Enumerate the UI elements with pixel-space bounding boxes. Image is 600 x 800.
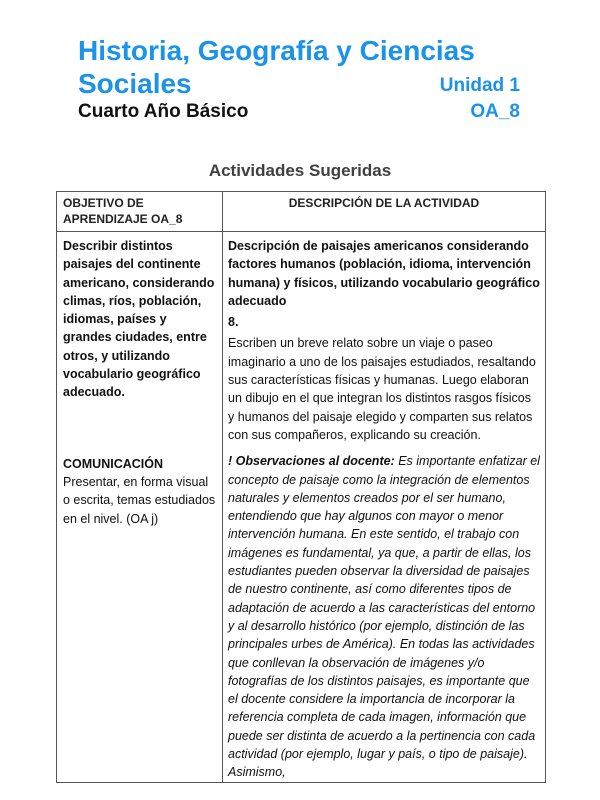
communication-block (63, 455, 216, 528)
objective-cell (57, 232, 223, 783)
activity-table (56, 191, 546, 783)
observations-text: Es importante enfatizar el concepto de paisaje como la integración de elementos naturales y elementos creados por el ser humano, entendiendo que hay algunos con mayor o menor intervención humana. En este sentido, el trabajo con imágenes es fundamental, ya que, a partir de ellas, los estudiantes pueden observar la diversidad de paisajes de nuestro continente, así como diferentes tipos de adaptación de acuerdo a las características del entorno y al desarrollo histórico (por ejemplo, distinción de las principales urbes de América). En todas las actividades que conllevan la observación de imágenes y/o fotografías de los distintos paisajes, es importante que el docente considere la importancia de incorporar la referencia completa de cada imagen, información que puede ser distinta de acuerdo a la pertinencia con cada actividad (por ejemplo, lugar y país, o tipo de paisaje). Asimismo, (228, 454, 540, 780)
description-column-header: DESCRIPCIÓN DE LA ACTIVIDAD (223, 192, 546, 232)
objective-column-header: OBJETIVO DE APRENDIZAJE OA_8 (57, 192, 223, 232)
document-title: Historia, Geografía y Ciencias Sociales (78, 35, 475, 99)
communication-title: COMUNICACIÓN (63, 456, 163, 471)
teacher-observations (228, 452, 540, 781)
objective-code: OA_8 (470, 101, 520, 122)
objective-text: Describir distintos paisajes del continente americano, considerando climas, ríos, población, idiomas, países y grandes ciudades, entre otros, y utilizando vocabulario geográfico adecuado. (63, 239, 215, 400)
grade-label: Cuarto Año Básico (78, 101, 249, 122)
activity-number: 8. (228, 315, 239, 330)
table-row (57, 232, 546, 783)
section-title: Actividades Sugeridas (208, 161, 392, 180)
unit-label: Unidad 1 (439, 75, 520, 96)
activity-text: Escriben un breve relato sobre un viaje o paseo imaginario a uno de los paisajes estudiados, resaltando sus características físicas y humanas. Luego elaboran un dibujo en el que integran los distintos rasgos físicos y humanos del paisaje elegido y comparten sus relatos con sus compañeros, explicando su creación. (228, 336, 536, 442)
table-header-row (57, 192, 546, 232)
description-cell (223, 232, 546, 783)
communication-text: Presentar, en forma visual o escrita, temas estudiados en el nivel. (OA j) (63, 474, 216, 526)
description-title: Descripción de paisajes americanos considerando factores humanos (población, idioma, intervención humana) y físicos, utilizando vocabulario geográfico adecuado (228, 239, 540, 308)
observations-label: ! Observaciones al docente: (228, 454, 395, 469)
